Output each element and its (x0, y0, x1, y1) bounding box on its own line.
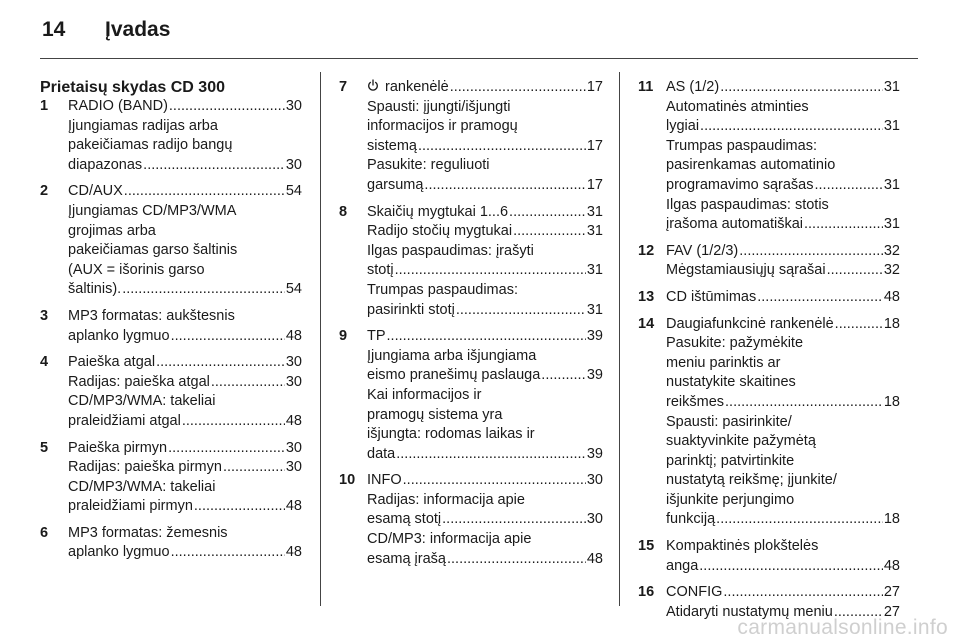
page-ref: 39 (586, 328, 603, 345)
entry-text: anga (666, 557, 699, 574)
entry-line (367, 301, 603, 321)
page-ref: 30 (285, 354, 302, 371)
page-ref: 32 (883, 262, 900, 279)
watermark: carmanualsonline.info (737, 616, 948, 639)
entry-line (367, 347, 603, 367)
entry-line (666, 176, 900, 196)
page-number: 14 (42, 18, 66, 41)
dot-leader (418, 137, 586, 157)
dot-leader (804, 215, 883, 235)
entry-text: FAV (1/2/3) (666, 242, 739, 259)
dot-leader (456, 301, 586, 321)
entry-line (367, 425, 603, 445)
power-icon (367, 78, 385, 98)
entry-line (68, 392, 302, 412)
entry-text: MP3 formatas: aukštesnis (68, 307, 235, 324)
dot-leader (827, 261, 883, 281)
page-ref: 32 (883, 242, 900, 259)
page-ref: 17 (586, 79, 603, 95)
entry-text: Kompaktinės plokštelės (666, 538, 819, 555)
entry-line (666, 413, 900, 433)
entry-text: aplanko lygmuo (68, 327, 170, 344)
entry-text: šaltinis). (68, 281, 122, 298)
dot-leader (447, 550, 586, 570)
entry-text: nustatykite skaitines (666, 374, 796, 391)
entry-text: Trumpas paspaudimas: (367, 281, 518, 298)
entry-line (367, 386, 603, 406)
entry-2 (40, 182, 302, 300)
entry-line (367, 327, 603, 347)
entry-text: sistemą (367, 137, 417, 154)
entry-line (68, 202, 302, 222)
entry-text: Kai informacijos ir (367, 386, 482, 403)
page-ref: 48 (883, 288, 900, 305)
dot-leader (395, 261, 586, 281)
entry-line (666, 288, 900, 308)
page-ref: 30 (586, 511, 603, 528)
entry-text: CD/MP3/WMA: takeliai (68, 478, 216, 495)
entry-text: eismo pranešimų paslauga (367, 367, 541, 384)
entry-line (666, 491, 900, 511)
entry-text: stotį (367, 262, 394, 279)
entry-text: Pasukite: reguliuoti (367, 157, 490, 174)
page-ref: 30 (285, 373, 302, 390)
entry-line (68, 353, 302, 373)
entry-number: 8 (339, 203, 348, 220)
entry-text: (AUX = išorinis garso (68, 261, 205, 278)
column-2 (339, 78, 603, 576)
entry-line (367, 366, 603, 386)
entry-text: Spausti: įjungti/išjungti (367, 98, 511, 115)
entry-text: pasirenkamas automatinio (666, 157, 836, 174)
entry-line (367, 156, 603, 176)
entry-line (68, 241, 302, 261)
entry-text: Paieška pirmyn (68, 439, 168, 456)
dot-leader (700, 117, 883, 137)
page-ref: 31 (883, 176, 900, 193)
dot-leader (182, 412, 285, 432)
entry-number: 16 (638, 584, 655, 601)
entry-text: lygiai (666, 118, 700, 135)
entry-line (68, 524, 302, 544)
entry-text: garsumą (367, 176, 424, 193)
entry-text: grojimas arba (68, 222, 156, 239)
page-ref: 17 (586, 176, 603, 193)
entry-text: Radijo stočių mygtukai (367, 223, 513, 240)
entry-line (367, 281, 603, 301)
entry-line (68, 136, 302, 156)
entry-text: Spausti: pasirinkite/ (666, 413, 792, 430)
entry-line (666, 510, 900, 530)
entry-10 (339, 471, 603, 569)
entry-line (666, 98, 900, 118)
page-ref: 31 (883, 118, 900, 135)
entry-line (666, 537, 900, 557)
entry-text: Mėgstamiausiųjų sąrašai (666, 262, 826, 279)
dot-leader (424, 176, 585, 196)
entry-text: reikšmes (666, 393, 725, 410)
entry-line (68, 117, 302, 137)
page-ref: 31 (586, 223, 603, 240)
chapter-title: Įvadas (105, 18, 171, 41)
dot-leader (513, 222, 586, 242)
header-rule (40, 58, 918, 59)
entry-text: suaktyvinkite pažymėtą (666, 433, 816, 450)
entry-line (367, 176, 603, 196)
dot-leader (442, 510, 586, 530)
entry-text: praleidžiami atgal (68, 412, 181, 429)
entry-line (367, 445, 603, 465)
entry-number: 12 (638, 242, 655, 259)
entry-line (666, 78, 900, 98)
dot-leader (171, 327, 285, 347)
entry-line (68, 439, 302, 459)
page-ref: 48 (285, 327, 302, 344)
entry-line (68, 307, 302, 327)
column-divider (320, 72, 321, 606)
entry-text: Automatinės atminties (666, 98, 809, 115)
entry-line (666, 117, 900, 137)
entry-line (367, 222, 603, 242)
entry-text: nustatytą reikšmę; įjunkite/ (666, 472, 837, 489)
entry-8 (339, 203, 603, 321)
page-ref: 27 (883, 603, 900, 620)
entry-text: CD/AUX (68, 183, 123, 200)
entry-text: aplanko lygmuo (68, 544, 170, 561)
entry-text: Įjungiamas radijas arba (68, 117, 218, 134)
entry-line (367, 550, 603, 570)
entry-number: 11 (638, 79, 654, 95)
entry-line (367, 242, 603, 262)
dot-leader (143, 156, 285, 176)
entry-text: pakeičiamas garso šaltinis (68, 242, 238, 259)
entry-7 (339, 78, 603, 196)
entry-line (68, 458, 302, 478)
entry-text: išjunkite perjungimo (666, 491, 795, 508)
entry-number: 7 (339, 79, 348, 95)
entry-number: 4 (40, 354, 49, 371)
entry-text: Ilgas paspaudimas: stotis (666, 196, 829, 213)
page-ref: 54 (285, 183, 302, 200)
entry-line (367, 261, 603, 281)
page-ref: 31 (883, 79, 900, 95)
entry-3 (40, 307, 302, 346)
entry-line (68, 182, 302, 202)
entry-text: CD/MP3: informacija apie (367, 531, 532, 548)
entry-line (68, 261, 302, 281)
entry-text: MP3 formatas: žemesnis (68, 524, 228, 541)
entry-line (666, 432, 900, 452)
entry-14 (638, 315, 900, 531)
entry-text: informacijos ir pramogų (367, 118, 518, 135)
dot-leader (122, 280, 285, 300)
entry-number: 3 (40, 307, 49, 324)
entry-text: Radijas: paieška atgal (68, 373, 210, 390)
page-ref: 31 (586, 301, 603, 318)
entry-text: Radijas: paieška pirmyn (68, 459, 222, 476)
entry-number: 14 (638, 315, 655, 332)
entry-9 (339, 327, 603, 464)
entry-text: funkciją (666, 511, 716, 528)
entry-line (666, 334, 900, 354)
dot-leader (223, 458, 285, 478)
entry-text: data (367, 445, 396, 462)
entry-line (68, 222, 302, 242)
dot-leader (387, 327, 586, 347)
entry-line (666, 261, 900, 281)
entry-text: įrašoma automatiškai (666, 216, 803, 233)
entry-text: meniu parinktis ar (666, 354, 781, 371)
page-ref: 54 (285, 281, 302, 298)
entry-text: esamą stotį (367, 511, 442, 528)
entry-line (666, 557, 900, 577)
entry-number: 6 (40, 524, 49, 541)
dot-leader (171, 543, 285, 563)
entry-line (68, 280, 302, 300)
entry-line (666, 215, 900, 235)
dot-leader (194, 497, 285, 517)
entry-11 (638, 78, 900, 235)
entry-text: CONFIG (666, 584, 723, 601)
entry-text: Atidaryti nustatymų meniu (666, 603, 833, 620)
entry-text: Ilgas paspaudimas: įrašyti (367, 242, 534, 259)
dot-leader (396, 445, 586, 465)
page-ref: 30 (586, 472, 603, 489)
entry-text: INFO (367, 472, 402, 489)
entry-line (367, 406, 603, 426)
entry-text: praleidžiami pirmyn (68, 498, 193, 515)
entry-text: Trumpas paspaudimas: (666, 137, 817, 154)
page-ref: 18 (883, 393, 900, 410)
entry-6 (40, 524, 302, 563)
entry-line (666, 156, 900, 176)
entry-text: Daugiafunkcinė rankenėlė (666, 315, 834, 332)
entry-line (367, 137, 603, 157)
entry-line (68, 543, 302, 563)
entry-text: AS (1/2) (666, 79, 720, 95)
entry-text: Pasukite: pažymėkite (666, 335, 804, 352)
entry-line (367, 510, 603, 530)
entry-line (666, 315, 900, 335)
entry-text: pramogų sistema yra (367, 406, 503, 423)
entry-text: Įjungiamas CD/MP3/WMA (68, 202, 237, 219)
page-ref: 48 (285, 412, 302, 429)
entry-line (367, 117, 603, 137)
dot-leader (699, 557, 883, 577)
page-ref: 30 (285, 156, 302, 173)
entry-line (367, 491, 603, 511)
entry-1 (40, 97, 302, 175)
page-ref: 48 (285, 498, 302, 515)
entry-line (666, 583, 900, 603)
entry-4 (40, 353, 302, 431)
entry-line (666, 242, 900, 262)
dot-leader (541, 366, 586, 386)
section-title: Prietaisų skydas CD 300 (40, 79, 225, 96)
entry-line (68, 478, 302, 498)
entry-text: esamą įrašą (367, 550, 446, 567)
column-3 (638, 78, 900, 629)
entry-line (666, 452, 900, 472)
page-ref: 31 (586, 203, 603, 220)
column-divider (619, 72, 620, 606)
entry-number: 13 (638, 288, 655, 305)
entry-5 (40, 439, 302, 517)
page-ref: 17 (586, 137, 603, 154)
entry-text: Skaičių mygtukai 1...6 (367, 203, 509, 220)
entry-number: 1 (40, 98, 49, 114)
page-ref: 39 (586, 445, 603, 462)
entry-line (666, 393, 900, 413)
entry-line (666, 196, 900, 216)
page-ref: 30 (285, 459, 302, 476)
dot-leader (509, 203, 586, 223)
entry-text: diapazonas (68, 156, 143, 173)
entry-text: pakeičiamas radijo bangų (68, 137, 233, 154)
entry-number: 10 (339, 472, 356, 489)
dot-leader (814, 176, 882, 196)
entry-text: rankenėlė (385, 79, 449, 95)
entry-line (68, 97, 302, 117)
entry-line (367, 203, 603, 223)
dot-leader (211, 373, 285, 393)
dot-leader (739, 242, 883, 262)
dot-leader (725, 393, 883, 413)
entry-text: Įjungiama arba išjungiama (367, 347, 537, 364)
entry-text: Paieška atgal (68, 354, 156, 371)
entry-15 (638, 537, 900, 576)
dot-leader (403, 471, 586, 491)
entry-line (367, 471, 603, 491)
entry-text: RADIO (BAND) (68, 98, 168, 114)
entry-text: parinktį; patvirtinkite (666, 452, 795, 469)
entry-text: TP (367, 328, 386, 345)
entry-line (68, 156, 302, 176)
entry-line (68, 412, 302, 432)
dot-leader (450, 78, 586, 98)
entry-line (68, 327, 302, 347)
dot-leader (124, 182, 285, 202)
page-ref: 30 (285, 439, 302, 456)
dot-leader (720, 78, 883, 98)
page-ref: 30 (285, 98, 302, 114)
dot-leader (156, 353, 285, 373)
entry-number: 9 (339, 328, 348, 345)
page-ref: 48 (285, 544, 302, 561)
entry-text: išjungta: rodomas laikas ir (367, 426, 535, 443)
column-1 (40, 78, 302, 570)
entry-number: 15 (638, 538, 655, 555)
dot-leader (835, 315, 883, 335)
dot-leader (716, 510, 883, 530)
entry-line (666, 373, 900, 393)
entry-text: Radijas: informacija apie (367, 491, 525, 508)
entry-line (68, 497, 302, 517)
dot-leader (757, 288, 883, 308)
entry-12 (638, 242, 900, 281)
page-ref: 31 (883, 216, 900, 233)
entry-line (367, 530, 603, 550)
entry-line (367, 78, 603, 98)
page-ref: 27 (883, 584, 900, 601)
entry-number: 2 (40, 183, 49, 200)
page-ref: 39 (586, 367, 603, 384)
page-ref: 18 (883, 315, 900, 332)
entry-text: CD/MP3/WMA: takeliai (68, 393, 216, 410)
entry-line (666, 354, 900, 374)
entry-text: CD ištūmimas (666, 288, 757, 305)
page-ref: 48 (586, 550, 603, 567)
dot-leader (723, 583, 882, 603)
entry-text: pasirinkti stotį (367, 301, 455, 318)
entry-line (666, 137, 900, 157)
entry-line (367, 98, 603, 118)
page-ref: 48 (883, 557, 900, 574)
entry-13 (638, 288, 900, 308)
entry-text: programavimo sąrašas (666, 176, 814, 193)
page-ref: 18 (883, 511, 900, 528)
entry-line (666, 471, 900, 491)
dot-leader (169, 97, 285, 117)
page-ref: 31 (586, 262, 603, 279)
entry-number: 5 (40, 439, 49, 456)
entry-line (68, 373, 302, 393)
dot-leader (168, 439, 285, 459)
